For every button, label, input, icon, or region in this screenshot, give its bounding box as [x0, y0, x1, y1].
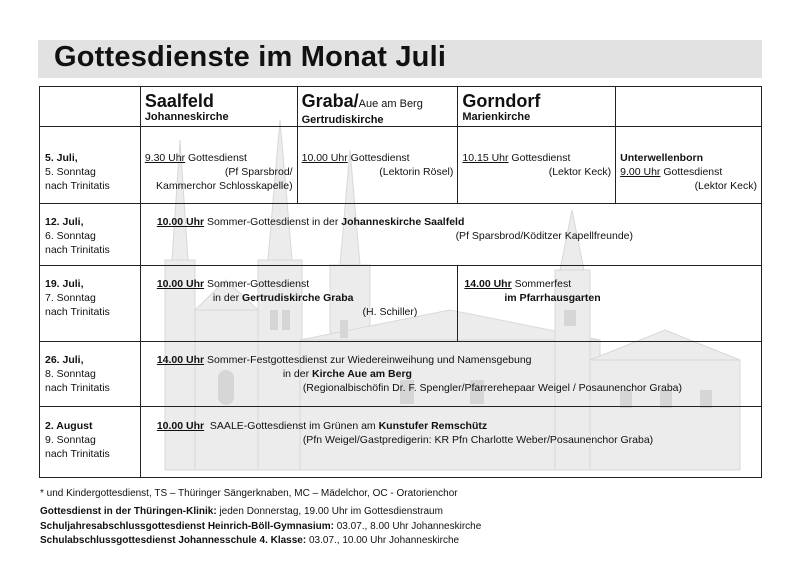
date-label: 12. Juli,: [45, 216, 84, 229]
note-line: [40, 520, 481, 535]
trinity-label: nach Trinitatis: [45, 306, 110, 319]
service-officiant: (Lektor Keck): [548, 166, 612, 179]
service-text: SAALE-Gottesdienst im Grünen am: [204, 419, 379, 432]
table-row: [40, 266, 762, 341]
service-text: in der: [282, 367, 312, 380]
notes-block: [40, 505, 481, 549]
service-cell: [458, 127, 616, 204]
service-time: 10.00 Uhr: [156, 216, 205, 229]
service-time: 14.00 Uhr: [156, 353, 205, 366]
service-officiant: (Lektorin Rösel): [379, 166, 454, 179]
service-officiant: (Pf Sparsbrod/Köditzer Kapellfreunde): [455, 230, 633, 243]
header-graba: [297, 87, 458, 127]
service-text: Gottesdienst: [508, 152, 571, 165]
date-label: 19. Juli,: [45, 278, 84, 291]
header-empty-cell: [40, 87, 141, 127]
footnote: * und Kindergottesdienst, TS – Thüringer Sängerknaben, MC – Mädelchor, OC - Oratorienchor: [40, 488, 458, 499]
sunday-label: 6. Sonntag: [45, 230, 96, 243]
service-time: 9.30 Uhr: [144, 152, 186, 165]
service-time: 9.00 Uhr: [620, 166, 661, 179]
table-row: [40, 406, 762, 477]
note-text: jeden Donnerstag, 19.00 Uhr im Gottesdienstraum: [216, 506, 443, 517]
service-place: Kunstufer Remschütz: [378, 419, 488, 432]
header-gorndorf: [458, 87, 616, 127]
date-cell: [40, 204, 141, 266]
service-time: 10.15 Uhr: [462, 152, 509, 165]
note-line: [40, 534, 481, 549]
date-cell: [40, 341, 141, 406]
service-text: Gottesdienst: [185, 152, 247, 165]
note-text: 03.07., 10.00 Uhr Johanneskirche: [306, 535, 460, 546]
note-text: 03.07., 8.00 Uhr Johanneskirche: [333, 520, 482, 532]
service-text: Sommer-Gottesdienst: [204, 278, 310, 291]
service-place: Gertrudiskirche Graba: [242, 292, 354, 305]
service-cell: [140, 127, 297, 204]
title-bar: [38, 40, 762, 78]
service-cell: [458, 266, 762, 341]
note-label: Schuljahresabschlussgottesdienst Heinrich-Böll-Gymnasium:: [40, 520, 334, 532]
date-cell: [40, 266, 141, 341]
header-suffix: Aue am Berg: [358, 98, 423, 110]
table-row: [40, 204, 762, 266]
table-header-row: [40, 87, 762, 127]
date-label: 2. August: [45, 419, 93, 432]
header-church: Johanneskirche: [144, 111, 229, 123]
service-text: Sommer-Festgottesdienst zur Wiedereinweihung und Namensgebung: [204, 353, 532, 366]
sunday-label: 5. Sonntag: [45, 166, 96, 179]
service-cell: [140, 204, 761, 266]
service-text: Gottesdienst: [347, 152, 410, 165]
service-place: Johanneskirche Saalfeld: [341, 216, 465, 229]
service-cell: [616, 127, 762, 204]
service-officiant: (Regionalbischöfin Dr. F. Spengler/Pfarrerehepaar Weigel / Posaunenchor Graba): [302, 381, 682, 394]
service-officiant: (Pfn Weigel/Gastpredigerin: KR Pfn Charlotte Weber/Posaunenchor Graba): [302, 433, 654, 446]
service-officiant: (Lektor Keck): [694, 180, 757, 193]
note-line: [40, 505, 481, 520]
service-cell: [140, 266, 458, 341]
header-church: Gertrudiskirche: [301, 114, 384, 126]
header-saalfeld: [140, 87, 297, 127]
trinity-label: nach Trinitatis: [45, 244, 110, 257]
sunday-label: 8. Sonntag: [45, 367, 96, 380]
service-text: in der: [212, 292, 242, 305]
service-officiant: Kammerchor Schlosskapelle): [156, 180, 293, 193]
trinity-label: nach Trinitatis: [45, 447, 110, 460]
service-time: 14.00 Uhr: [464, 278, 512, 291]
service-text: Gottesdienst: [660, 166, 723, 179]
service-officiant: (H. Schiller): [362, 306, 418, 319]
header-name: Graba/: [301, 91, 359, 111]
service-place: Unterwellenborn: [620, 152, 703, 165]
header-empty-cell: [616, 87, 762, 127]
date-label: 26. Juli,: [45, 353, 84, 366]
sunday-label: 9. Sonntag: [45, 433, 96, 446]
header-name: Gorndorf: [462, 91, 541, 111]
trinity-label: nach Trinitatis: [45, 180, 110, 193]
service-cell: [297, 127, 458, 204]
service-text: Sommer-Gottesdienst in der: [204, 216, 342, 229]
service-text: Sommerfest: [511, 278, 572, 291]
table-row: [40, 127, 762, 204]
date-label: 5. Juli,: [45, 152, 78, 165]
service-cell: [140, 341, 761, 406]
header-name: Saalfeld: [144, 91, 214, 111]
date-cell: [40, 127, 141, 204]
note-label: Gottesdienst in der Thüringen-Klinik:: [40, 506, 217, 517]
service-time: 10.00 Uhr: [301, 152, 348, 165]
service-officiant: (Pf Sparsbrod/: [224, 166, 293, 179]
service-time: 10.00 Uhr: [156, 278, 205, 291]
note-label: Schulabschlussgottesdienst Johannesschule 4. Klasse:: [40, 535, 307, 546]
header-church: Marienkirche: [462, 111, 531, 123]
date-cell: [40, 406, 141, 477]
page-title: Gottesdienste im Monat Juli: [54, 41, 447, 73]
trinity-label: nach Trinitatis: [45, 381, 110, 394]
service-table: [39, 86, 762, 478]
service-time: 10.00 Uhr: [156, 419, 205, 432]
table-row: [40, 341, 762, 406]
service-place: im Pfarrhausgarten: [504, 292, 601, 305]
service-cell: [140, 406, 761, 477]
service-place: Kirche Aue am Berg: [312, 367, 412, 380]
sunday-label: 7. Sonntag: [45, 292, 96, 305]
